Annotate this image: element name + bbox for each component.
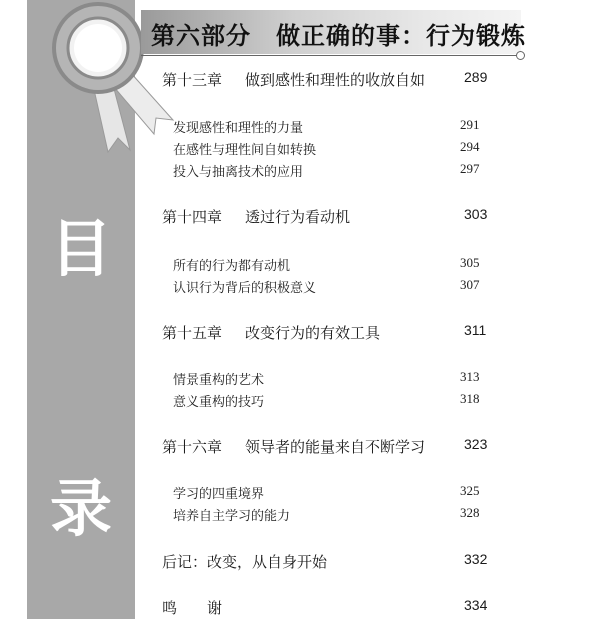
chapter-title: 领导者的能量来自不断学习 (245, 438, 426, 456)
toc-section[interactable] (173, 277, 480, 296)
toc-afterword[interactable] (162, 551, 488, 572)
chapter-number: 第十四章 (162, 208, 223, 226)
section-title: 学习的四重境界 (173, 487, 265, 502)
header-rule (141, 55, 517, 56)
chapter-page: 303 (464, 206, 488, 222)
toc-section[interactable] (173, 117, 480, 136)
toc-acknowledgments[interactable] (162, 597, 488, 618)
chapter-number: 第十三章 (162, 71, 223, 89)
toc-section[interactable] (173, 139, 480, 158)
section-page: 318 (460, 391, 480, 406)
toc-section[interactable] (173, 255, 480, 274)
acknowledgments-title: 鸣 谢 (162, 599, 223, 617)
section-page: 307 (460, 277, 480, 292)
section-title: 认识行为背后的积极意义 (173, 281, 317, 296)
section-page: 294 (460, 139, 480, 154)
section-page: 305 (460, 255, 480, 270)
chapter-page: 289 (464, 69, 488, 85)
chapter-number: 第十五章 (162, 324, 223, 342)
chapter-page: 311 (464, 322, 487, 338)
chapter-title: 透过行为看动机 (245, 208, 351, 226)
section-title: 发现感性和理性的力量 (173, 121, 304, 136)
toc-section[interactable] (173, 505, 480, 524)
chapter-title: 改变行为的有效工具 (245, 324, 381, 342)
section-title: 情景重构的艺术 (173, 373, 265, 388)
afterword-page: 332 (464, 551, 488, 567)
toc-section[interactable] (173, 391, 480, 410)
chapter-title: 做到感性和理性的收放自如 (245, 71, 426, 89)
section-page: 313 (460, 369, 480, 384)
chapter-number: 第十六章 (162, 438, 223, 456)
toc-section[interactable] (173, 483, 480, 502)
header-rule-dot (516, 51, 525, 60)
contents-title-bottom: 录 (49, 472, 112, 545)
section-page: 297 (460, 161, 480, 176)
afterword-title: 后记：改变，从自身开始 (162, 553, 328, 571)
section-page: 291 (460, 117, 480, 132)
section-title: 投入与抽离技术的应用 (173, 165, 304, 180)
section-title: 所有的行为都有动机 (173, 259, 291, 274)
section-title: 在感性与理性间自如转换 (173, 143, 317, 158)
section-title: 意义重构的技巧 (173, 395, 265, 410)
contents-title-top: 目 (49, 212, 112, 285)
toc-section[interactable] (173, 369, 480, 388)
section-page: 325 (460, 483, 480, 498)
part-title: 第六部分 做正确的事：行为锻炼 (151, 22, 526, 50)
part-header (141, 10, 526, 55)
toc-section[interactable] (173, 161, 480, 180)
section-page: 328 (460, 505, 480, 520)
chapter-page: 323 (464, 436, 488, 452)
acknowledgments-page: 334 (464, 597, 488, 613)
section-title: 培养自主学习的能力 (173, 509, 291, 524)
